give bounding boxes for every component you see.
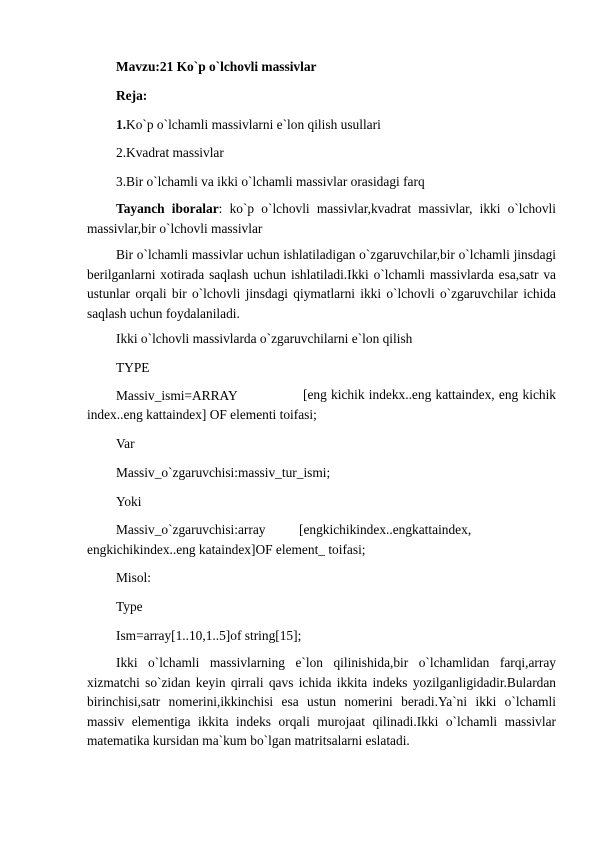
plan-item-1	[116, 117, 381, 133]
doc-title: Mavzu:21 Ko`p o`lchovli massivlar	[116, 59, 317, 74]
example-code: Ism=array[1..10,1..5]of string[15];	[116, 628, 302, 643]
massiv-def-bounds: [eng kichik indekx..eng kattaindex, eng kichik index..eng kattaindex] OF elementi toifasi;	[87, 387, 556, 422]
plan-item-2: 2.Kvadrat massivlar	[116, 145, 224, 160]
plan-item-1-number: 1.	[116, 117, 127, 132]
plan-item-1-text: Ko`p o`lchamli massivlarni e`lon qilish usullari	[126, 117, 381, 132]
type-keyword-example: Type	[116, 599, 143, 614]
var-declaration: Massiv_o`zgaruvchisi:massiv_tur_ismi;	[116, 465, 331, 480]
intro-paragraph: Bir o`lchamli massivlar uchun ishlatiladigan o`zgaruvchilar,bir o`lchamli jinsdagi berilganlarni xotirada saqlash uchun ishlatiladi.Ikki o`lchamli massivlarda esa,satr va ustunlar orqali bir o`lchovli jinsdagi qiymatlarni ikki o`lchovli o`zgaruvchilar ichida saqlash uchun foydalaniladi.	[87, 247, 556, 321]
array-declaration-bounds: [engkichikindex..engkattaindex,	[299, 522, 472, 537]
array-declaration-name: Massiv_o`zgaruvchisi:array	[116, 522, 266, 537]
yoki-keyword: Yoki	[116, 494, 142, 509]
type-keyword: TYPE	[116, 360, 150, 375]
array-declaration-tail: engkichikindex..eng kataindex]OF element_ toifasi;	[87, 542, 366, 557]
keywords-label: Tayanch iboralar	[116, 201, 219, 216]
declare-heading: Ikki o`lchovli massivlarda o`zgaruvchilarni e`lon qilish	[116, 331, 413, 346]
massiv-def-name: Massiv_ismi=ARRAY	[116, 388, 238, 403]
conclusion-paragraph: Ikki o`lchamli massivlarning e`lon qilinishida,bir o`lchamlidan farqi,array xizmatchi so`zidan keyin qirrali qavs ichida ikkita indeks yozilganligidadir.Bulardan birinchisi,satr nomerini,ikkinchisi esa ustun nomerini beradi.Ya`ni ikki o`lchamli massiv elementiga ikkita indeks orqali murojaat qilinadi.Ikki o`lchamli massivlar matematika kursidan ma`kum bo`lgan matritsalarni eslatadi.	[87, 655, 556, 748]
misol-label: Misol:	[116, 570, 151, 585]
keywords-paragraph	[87, 199, 556, 238]
var-keyword: Var	[116, 436, 135, 451]
plan-label: Reja:	[116, 88, 148, 103]
plan-item-3: 3.Bir o`lchamli va ikki o`lchamli massivlar orasidagi farq	[116, 174, 425, 189]
keywords-text: : ko`p o`lchovli massivlar,kvadrat massivlar, ikki o`lchovli massivlar,bir o`lchovli massivlar	[87, 201, 556, 236]
